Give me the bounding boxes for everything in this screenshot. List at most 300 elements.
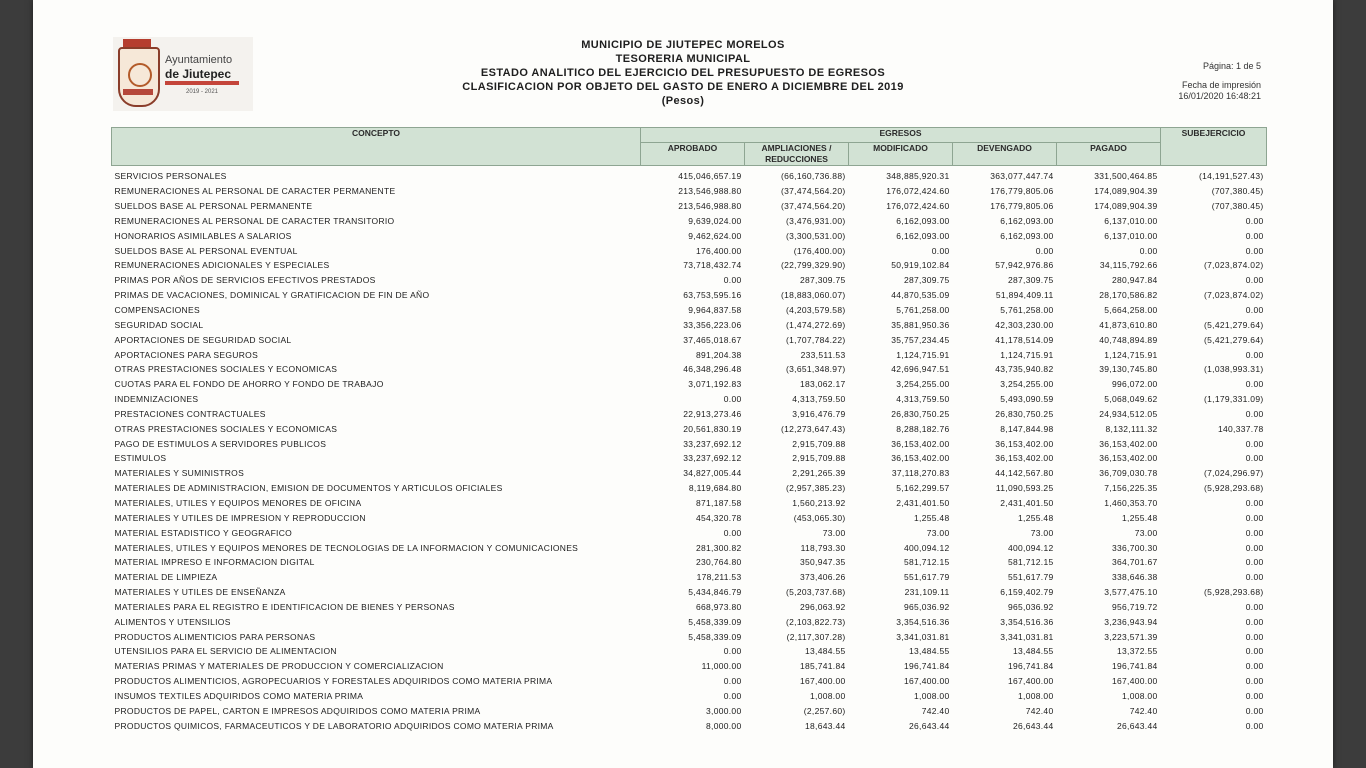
devengado-cell: 43,735,940.82 <box>995 364 1054 375</box>
ampliaciones-cell: (3,300,531.00) <box>786 230 846 241</box>
devengado-cell: 13,484.55 <box>1012 646 1054 657</box>
subejercicio-cell: 0.00 <box>1245 453 1264 464</box>
devengado-cell: 1,124,715.91 <box>1000 349 1054 360</box>
pagado-cell: 36,153,402.00 <box>1099 453 1158 464</box>
modificado-cell: 742.40 <box>921 705 950 716</box>
concepto-cell: PRODUCTOS QUIMICOS, FARMACEUTICOS Y DE LABORATORIO ADQUIRIDOS COMO MATERIA PRIMA <box>114 720 554 731</box>
table-row <box>112 659 1267 674</box>
ampliaciones-cell: (5,203,737.68) <box>786 587 846 598</box>
concepto-cell: SEGURIDAD SOCIAL <box>114 319 204 330</box>
ampliaciones-cell: (66,160,736.88) <box>780 171 846 182</box>
subejercicio-cell: 0.00 <box>1245 379 1264 390</box>
concepto-cell: MATERIALES PARA EL REGISTRO E IDENTIFICACION DE BIENES Y PERSONAS <box>114 601 455 612</box>
municipal-logo <box>113 37 253 111</box>
aprobado-cell: 213,546,988.80 <box>678 201 742 212</box>
modificado-cell: 1,255.48 <box>914 512 950 523</box>
ampliaciones-cell: 118,793.30 <box>800 542 846 553</box>
modificado-cell: 13,484.55 <box>908 646 950 657</box>
devengado-cell: 5,493,090.59 <box>1000 394 1054 405</box>
concepto-cell: PAGO DE ESTIMULOS A SERVIDORES PUBLICOS <box>114 438 327 449</box>
modificado-cell: 1,008.00 <box>914 690 950 701</box>
modificado-cell: 551,617.79 <box>903 572 950 583</box>
table-row <box>112 481 1267 496</box>
concepto-cell: HONORARIOS ASIMILABLES A SALARIOS <box>114 230 292 241</box>
modificado-cell: 8,288,182.76 <box>896 423 950 434</box>
subejercicio-cell: (707,380.45) <box>1211 201 1264 212</box>
pagado-cell: 1,255.48 <box>1122 512 1158 523</box>
subejercicio-cell: 0.00 <box>1245 497 1264 508</box>
ampliaciones-cell: 185,741.84 <box>799 661 846 672</box>
ampliaciones-cell: (3,651,348.97) <box>786 364 846 375</box>
budget-table-body <box>112 166 1267 734</box>
pagado-cell: 956,719.72 <box>1111 601 1158 612</box>
logo-text-period: 2019 - 2021 <box>185 89 219 95</box>
ampliaciones-cell: (37,474,564.20) <box>780 201 846 212</box>
modificado-cell: 176,072,424.60 <box>886 186 950 197</box>
report-page <box>33 0 1333 768</box>
subejercicio-cell: 0.00 <box>1245 349 1264 360</box>
aprobado-cell: 37,465,018.67 <box>683 334 742 345</box>
table-row <box>112 258 1267 273</box>
devengado-cell: 42,303,230.00 <box>995 319 1054 330</box>
subejercicio-cell: 0.00 <box>1245 631 1264 642</box>
logo-stripe <box>165 81 239 85</box>
modificado-cell: 6,162,093.00 <box>896 215 950 226</box>
devengado-cell: 57,942,976.86 <box>995 260 1054 271</box>
table-row <box>112 243 1267 258</box>
ampliaciones-cell: (4,203,579.58) <box>786 305 846 316</box>
pagado-cell: 34,115,792.66 <box>1099 260 1158 271</box>
modificado-cell: 36,153,402.00 <box>891 453 950 464</box>
ampliaciones-cell: 4,313,759.50 <box>792 394 846 405</box>
pagado-cell: 13,372.55 <box>1116 646 1158 657</box>
concepto-cell: ESTIMULOS <box>114 453 167 464</box>
header-report-subtitle: CLASIFICACION POR OBJETO DEL GASTO DE ENERO A DICIEMBRE DEL 2019 <box>462 81 904 93</box>
devengado-cell: 6,159,402.79 <box>1000 587 1054 598</box>
subejercicio-cell: 0.00 <box>1245 230 1264 241</box>
pagado-cell: 36,153,402.00 <box>1099 438 1158 449</box>
aprobado-cell: 9,964,837.58 <box>688 305 742 316</box>
aprobado-cell: 8,000.00 <box>706 720 742 731</box>
ampliaciones-cell: 1,008.00 <box>810 690 846 701</box>
devengado-cell: 742.40 <box>1025 705 1054 716</box>
col-header-aprobado: APROBADO <box>641 143 745 166</box>
subejercicio-cell: 140,337.78 <box>1217 423 1264 434</box>
ampliaciones-cell: (37,474,564.20) <box>780 186 846 197</box>
devengado-cell: 176,779,805.06 <box>990 186 1054 197</box>
aprobado-cell: 63,753,595.16 <box>683 290 742 301</box>
concepto-cell: OTRAS PRESTACIONES SOCIALES Y ECONOMICAS <box>114 423 338 434</box>
aprobado-cell: 22,913,273.46 <box>683 408 742 419</box>
table-row <box>112 644 1267 659</box>
aprobado-cell: 33,237,692.12 <box>683 453 742 464</box>
col-header-pagado: PAGADO <box>1057 143 1161 166</box>
logo-text-ayuntamiento: Ayuntamiento <box>165 54 233 66</box>
subejercicio-cell: 0.00 <box>1245 215 1264 226</box>
pagado-cell: 3,577,475.10 <box>1104 587 1158 598</box>
aprobado-cell: 0.00 <box>723 646 742 657</box>
pagado-cell: 174,089,904.39 <box>1094 201 1158 212</box>
pagado-cell: 28,170,586.82 <box>1099 290 1158 301</box>
pagado-cell: 26,643.44 <box>1116 720 1158 731</box>
ampliaciones-cell: 18,643.44 <box>804 720 846 731</box>
devengado-cell: 551,617.79 <box>1007 572 1054 583</box>
ampliaciones-cell: 296,063.92 <box>799 601 846 612</box>
modificado-cell: 231,109.11 <box>904 587 950 598</box>
concepto-cell: MATERIALES Y UTILES DE ENSEÑANZA <box>114 587 286 598</box>
table-row <box>112 347 1267 362</box>
municipal-crest-icon <box>118 47 160 107</box>
pagado-cell: 364,701.67 <box>1111 557 1158 568</box>
devengado-cell: 0.00 <box>1035 245 1054 256</box>
concepto-cell: MATERIAL ESTADISTICO Y GEOGRAFICO <box>114 527 293 538</box>
modificado-cell: 3,254,255.00 <box>896 379 950 390</box>
table-row <box>112 555 1267 570</box>
aprobado-cell: 230,764.80 <box>695 557 742 568</box>
modificado-cell: 1,124,715.91 <box>896 349 950 360</box>
aprobado-cell: 34,827,005.44 <box>683 468 742 479</box>
ampliaciones-cell: (2,257.60) <box>803 705 846 716</box>
aprobado-cell: 5,458,339.09 <box>688 631 742 642</box>
modificado-cell: 0.00 <box>931 245 950 256</box>
devengado-cell: 36,153,402.00 <box>995 453 1054 464</box>
pagado-cell: 0.00 <box>1139 245 1158 256</box>
modificado-cell: 44,870,535.09 <box>891 290 950 301</box>
aprobado-cell: 281,300.82 <box>695 542 742 553</box>
subejercicio-cell: 0.00 <box>1245 438 1264 449</box>
table-row <box>112 525 1267 540</box>
ampliaciones-cell: (18,883,060.07) <box>780 290 846 301</box>
modificado-cell: 36,153,402.00 <box>891 438 950 449</box>
print-date-label: Fecha de impresión <box>1181 80 1261 90</box>
concepto-cell: SUELDOS BASE AL PERSONAL EVENTUAL <box>114 245 298 256</box>
ampliaciones-cell: (3,476,931.00) <box>786 215 846 226</box>
devengado-cell: 965,036.92 <box>1007 601 1054 612</box>
modificado-cell: 581,712.15 <box>903 557 950 568</box>
pagado-cell: 196,741.84 <box>1111 661 1158 672</box>
logo-text-jiutepec: de Jiutepec <box>165 67 232 81</box>
devengado-cell: 196,741.84 <box>1007 661 1054 672</box>
devengado-cell: 3,254,255.00 <box>1000 379 1054 390</box>
modificado-cell: 400,094.12 <box>903 542 950 553</box>
concepto-cell: REMUNERACIONES AL PERSONAL DE CARACTER TRANSITORIO <box>114 215 395 226</box>
devengado-cell: 5,761,258.00 <box>1000 305 1054 316</box>
pagado-cell: 73.00 <box>1134 527 1158 538</box>
aprobado-cell: 5,458,339.09 <box>688 616 742 627</box>
concepto-cell: APORTACIONES DE SEGURIDAD SOCIAL <box>114 334 292 345</box>
table-row <box>112 228 1267 243</box>
aprobado-cell: 3,000.00 <box>706 705 742 716</box>
table-row <box>112 166 1267 184</box>
devengado-cell: 6,162,093.00 <box>1000 215 1054 226</box>
pagado-cell: 1,008.00 <box>1122 690 1158 701</box>
col-header-ampliaciones: AMPLIACIONES / REDUCCIONES <box>745 143 849 166</box>
subejercicio-cell: 0.00 <box>1245 512 1264 523</box>
aprobado-cell: 33,356,223.06 <box>683 319 742 330</box>
page-number: Página: 1 de 5 <box>1202 61 1261 71</box>
table-row <box>112 689 1267 704</box>
subejercicio-cell: 0.00 <box>1245 720 1264 731</box>
aprobado-cell: 9,639,024.00 <box>688 215 742 226</box>
table-row <box>112 199 1267 214</box>
concepto-cell: MATERIALES DE ADMINISTRACION, EMISION DE DOCUMENTOS Y ARTICULOS OFICIALES <box>114 483 503 494</box>
devengado-cell: 6,162,093.00 <box>1000 230 1054 241</box>
modificado-cell: 167,400.00 <box>903 676 950 687</box>
col-header-modificado: MODIFICADO <box>849 143 953 166</box>
subejercicio-cell: (5,928,293.68) <box>1204 587 1264 598</box>
pagado-cell: 331,500,464.85 <box>1094 171 1158 182</box>
subejercicio-cell: 0.00 <box>1245 527 1264 538</box>
devengado-cell: 26,643.44 <box>1012 720 1054 731</box>
subejercicio-cell: (7,023,874.02) <box>1204 260 1264 271</box>
header-treasury: TESORERIA MUNICIPAL <box>615 53 751 65</box>
ampliaciones-cell: (22,799,329.90) <box>780 260 846 271</box>
ampliaciones-cell: (2,117,307.28) <box>786 631 846 642</box>
concepto-cell: PRIMAS DE VACACIONES, DOMINICAL Y GRATIFICACION DE FIN DE AÑO <box>114 290 430 301</box>
devengado-cell: 11,090,593.25 <box>995 483 1054 494</box>
devengado-cell: 3,341,031.81 <box>1000 631 1054 642</box>
aprobado-cell: 73,718,432.74 <box>683 260 742 271</box>
table-row <box>112 288 1267 303</box>
modificado-cell: 5,761,258.00 <box>896 305 950 316</box>
budget-table <box>111 127 1267 733</box>
pagado-cell: 40,748,894.89 <box>1099 334 1158 345</box>
devengado-cell: 1,255.48 <box>1018 512 1054 523</box>
pagado-cell: 7,156,225.35 <box>1104 483 1158 494</box>
concepto-cell: MATERIALES, UTILES Y EQUIPOS MENORES DE TECNOLOGIAS DE LA INFORMACION Y COMUNICACIONES <box>114 542 579 553</box>
concepto-cell: INSUMOS TEXTILES ADQUIRIDOS COMO MATERIA PRIMA <box>114 690 364 701</box>
aprobado-cell: 3,071,192.83 <box>688 379 742 390</box>
subejercicio-cell: (5,421,279.64) <box>1204 334 1264 345</box>
subejercicio-cell: 0.00 <box>1245 305 1264 316</box>
ampliaciones-cell: 2,915,709.88 <box>792 453 846 464</box>
subejercicio-cell: 0.00 <box>1245 661 1264 672</box>
table-row <box>112 436 1267 451</box>
devengado-cell: 26,830,750.25 <box>995 408 1054 419</box>
modificado-cell: 42,696,947.51 <box>891 364 950 375</box>
aprobado-cell: 0.00 <box>723 527 742 538</box>
ampliaciones-cell: 233,511.53 <box>800 349 846 360</box>
devengado-cell: 167,400.00 <box>1007 676 1054 687</box>
concepto-cell: MATERIAL IMPRESO E INFORMACION DIGITAL <box>114 557 315 568</box>
aprobado-cell: 668,973.80 <box>695 601 742 612</box>
table-row <box>112 570 1267 585</box>
aprobado-cell: 8,119,684.80 <box>688 483 742 494</box>
aprobado-cell: 0.00 <box>723 275 742 286</box>
devengado-cell: 44,142,567.80 <box>995 468 1054 479</box>
header-report-title: ESTADO ANALITICO DEL EJERCICIO DEL PRESUPUESTO DE EGRESOS <box>480 67 886 79</box>
aprobado-cell: 5,434,846.79 <box>688 587 742 598</box>
aprobado-cell: 871,187.58 <box>695 497 742 508</box>
modificado-cell: 35,757,234.45 <box>891 334 950 345</box>
col-header-concepto: CONCEPTO <box>112 128 641 166</box>
print-date: 16/01/2020 16:48:21 <box>1178 91 1261 101</box>
devengado-cell: 363,077,447.74 <box>990 171 1054 182</box>
table-row <box>112 214 1267 229</box>
ampliaciones-cell: 13,484.55 <box>804 646 846 657</box>
devengado-cell: 287,309.75 <box>1007 275 1054 286</box>
modificado-cell: 3,341,031.81 <box>896 631 950 642</box>
pagado-cell: 280,947.84 <box>1111 275 1158 286</box>
table-row <box>112 674 1267 689</box>
table-row <box>112 599 1267 614</box>
modificado-cell: 2,431,401.50 <box>896 497 950 508</box>
subejercicio-cell: 0.00 <box>1245 690 1264 701</box>
subejercicio-cell: 0.00 <box>1245 616 1264 627</box>
subejercicio-cell: (1,179,331.09) <box>1204 394 1264 405</box>
pagado-cell: 3,223,571.39 <box>1104 631 1158 642</box>
aprobado-cell: 20,561,830.19 <box>683 423 742 434</box>
subejercicio-cell: (5,421,279.64) <box>1204 319 1264 330</box>
pagado-cell: 24,934,512.05 <box>1099 408 1158 419</box>
table-row <box>112 703 1267 718</box>
modificado-cell: 965,036.92 <box>903 601 950 612</box>
concepto-cell: PRIMAS POR AÑOS DE SERVICIOS EFECTIVOS PRESTADOS <box>114 275 376 286</box>
modificado-cell: 3,354,516.36 <box>896 616 950 627</box>
table-row <box>112 362 1267 377</box>
table-row <box>112 303 1267 318</box>
aprobado-cell: 415,046,657.19 <box>678 171 742 182</box>
concepto-cell: ALIMENTOS Y UTENSILIOS <box>114 616 231 627</box>
concepto-cell: REMUNERACIONES ADICIONALES Y ESPECIALES <box>114 260 330 271</box>
concepto-cell: INDEMNIZACIONES <box>114 394 199 405</box>
subejercicio-cell: 0.00 <box>1245 408 1264 419</box>
table-row <box>112 585 1267 600</box>
modificado-cell: 37,118,270.83 <box>891 468 950 479</box>
subejercicio-cell: (1,038,993.31) <box>1204 364 1264 375</box>
aprobado-cell: 11,000.00 <box>701 661 742 672</box>
pagado-cell: 174,089,904.39 <box>1094 186 1158 197</box>
concepto-cell: MATERIAL DE LIMPIEZA <box>114 572 218 583</box>
table-row <box>112 392 1267 407</box>
devengado-cell: 73.00 <box>1030 527 1054 538</box>
pagado-cell: 1,460,353.70 <box>1104 497 1158 508</box>
table-row <box>112 466 1267 481</box>
subejercicio-cell: 0.00 <box>1245 245 1264 256</box>
table-row <box>112 510 1267 525</box>
ampliaciones-cell: 1,560,213.92 <box>792 497 846 508</box>
table-row <box>112 377 1267 392</box>
pagado-cell: 5,068,049.62 <box>1104 394 1158 405</box>
concepto-cell: SUELDOS BASE AL PERSONAL PERMANENTE <box>114 201 313 212</box>
devengado-cell: 51,894,409.11 <box>995 290 1054 301</box>
ampliaciones-cell: (1,474,272.69) <box>786 319 846 330</box>
table-row <box>112 421 1267 436</box>
aprobado-cell: 454,320.78 <box>695 512 742 523</box>
pagado-cell: 336,700.30 <box>1111 542 1158 553</box>
table-row <box>112 496 1267 511</box>
table-row <box>112 718 1267 733</box>
concepto-cell: MATERIALES Y UTILES DE IMPRESION Y REPRODUCCION <box>114 512 366 523</box>
subejercicio-cell: 0.00 <box>1245 275 1264 286</box>
concepto-cell: APORTACIONES PARA SEGUROS <box>114 349 259 360</box>
modificado-cell: 5,162,299.57 <box>896 483 950 494</box>
pagado-cell: 996,072.00 <box>1111 379 1158 390</box>
concepto-cell: PRODUCTOS ALIMENTICIOS, AGROPECUARIOS Y FORESTALES ADQUIRIDOS COMO MATERIA PRIMA <box>114 676 553 687</box>
modificado-cell: 26,643.44 <box>908 720 950 731</box>
aprobado-cell: 0.00 <box>723 676 742 687</box>
subejercicio-cell: (7,024,296.97) <box>1204 468 1264 479</box>
aprobado-cell: 0.00 <box>723 394 742 405</box>
pagado-cell: 6,137,010.00 <box>1104 215 1158 226</box>
modificado-cell: 6,162,093.00 <box>896 230 950 241</box>
subejercicio-cell: 0.00 <box>1245 601 1264 612</box>
devengado-cell: 3,354,516.36 <box>1000 616 1054 627</box>
ampliaciones-cell: 73.00 <box>822 527 846 538</box>
table-row <box>112 451 1267 466</box>
devengado-cell: 2,431,401.50 <box>1000 497 1054 508</box>
ampliaciones-cell: 167,400.00 <box>799 676 846 687</box>
concepto-cell: UTENSILIOS PARA EL SERVICIO DE ALIMENTACION <box>114 646 337 657</box>
devengado-cell: 1,008.00 <box>1018 690 1054 701</box>
subejercicio-cell: 0.00 <box>1245 572 1264 583</box>
logo-crown-icon <box>123 39 151 47</box>
ampliaciones-cell: 350,947.35 <box>799 557 846 568</box>
subejercicio-cell: 0.00 <box>1245 542 1264 553</box>
pagado-cell: 39,130,745.80 <box>1099 364 1158 375</box>
subejercicio-cell: (7,023,874.02) <box>1204 290 1264 301</box>
aprobado-cell: 213,546,988.80 <box>678 186 742 197</box>
col-header-devengado: DEVENGADO <box>953 143 1057 166</box>
ampliaciones-cell: (453,065.30) <box>793 512 846 523</box>
header-municipality: MUNICIPIO DE JIUTEPEC MORELOS <box>581 39 785 51</box>
ampliaciones-cell: (2,957,385.23) <box>786 483 846 494</box>
aprobado-cell: 891,204.38 <box>695 349 742 360</box>
pagado-cell: 36,709,030.78 <box>1099 468 1158 479</box>
modificado-cell: 348,885,920.31 <box>886 171 950 182</box>
modificado-cell: 50,919,102.84 <box>891 260 950 271</box>
ampliaciones-cell: (176,400.00) <box>793 245 846 256</box>
pagado-cell: 167,400.00 <box>1111 676 1158 687</box>
devengado-cell: 41,178,514.09 <box>995 334 1054 345</box>
aprobado-cell: 9,462,624.00 <box>688 230 742 241</box>
devengado-cell: 8,147,844.98 <box>1000 423 1054 434</box>
pagado-cell: 1,124,715.91 <box>1104 349 1158 360</box>
concepto-cell: SERVICIOS PERSONALES <box>114 171 227 182</box>
modificado-cell: 176,072,424.60 <box>886 201 950 212</box>
aprobado-cell: 178,211.53 <box>696 572 742 583</box>
concepto-cell: MATERIALES Y SUMINISTROS <box>114 468 245 479</box>
concepto-cell: PRODUCTOS ALIMENTICIOS PARA PERSONAS <box>114 631 316 642</box>
ampliaciones-cell: (2,103,822.73) <box>786 616 846 627</box>
aprobado-cell: 0.00 <box>723 690 742 701</box>
table-row <box>112 317 1267 332</box>
concepto-cell: COMPENSACIONES <box>114 305 200 316</box>
devengado-cell: 400,094.12 <box>1007 542 1054 553</box>
modificado-cell: 196,741.84 <box>903 661 950 672</box>
modificado-cell: 287,309.75 <box>903 275 950 286</box>
col-header-egresos: EGRESOS <box>641 128 1161 143</box>
modificado-cell: 73.00 <box>926 527 950 538</box>
table-row <box>112 540 1267 555</box>
devengado-cell: 176,779,805.06 <box>990 201 1054 212</box>
col-header-subejercicio: SUBEJERCICIO <box>1161 128 1267 166</box>
ampliaciones-cell: 2,291,265.39 <box>792 468 846 479</box>
pagado-cell: 5,664,258.00 <box>1104 305 1158 316</box>
pagado-cell: 338,646.38 <box>1111 572 1158 583</box>
concepto-cell: REMUNERACIONES AL PERSONAL DE CARACTER PERMANENTE <box>114 186 396 197</box>
ampliaciones-cell: 287,309.75 <box>799 275 846 286</box>
pagado-cell: 3,236,943.94 <box>1104 616 1158 627</box>
subejercicio-cell: 0.00 <box>1245 676 1264 687</box>
concepto-cell: CUOTAS PARA EL FONDO DE AHORRO Y FONDO DE TRABAJO <box>114 379 384 390</box>
concepto-cell: MATERIALES, UTILES Y EQUIPOS MENORES DE OFICINA <box>114 497 362 508</box>
devengado-cell: 36,153,402.00 <box>995 438 1054 449</box>
ampliaciones-cell: 3,916,476.79 <box>792 408 846 419</box>
pagado-cell: 41,873,610.80 <box>1099 319 1158 330</box>
concepto-cell: OTRAS PRESTACIONES SOCIALES Y ECONOMICAS <box>114 364 338 375</box>
table-row <box>112 332 1267 347</box>
